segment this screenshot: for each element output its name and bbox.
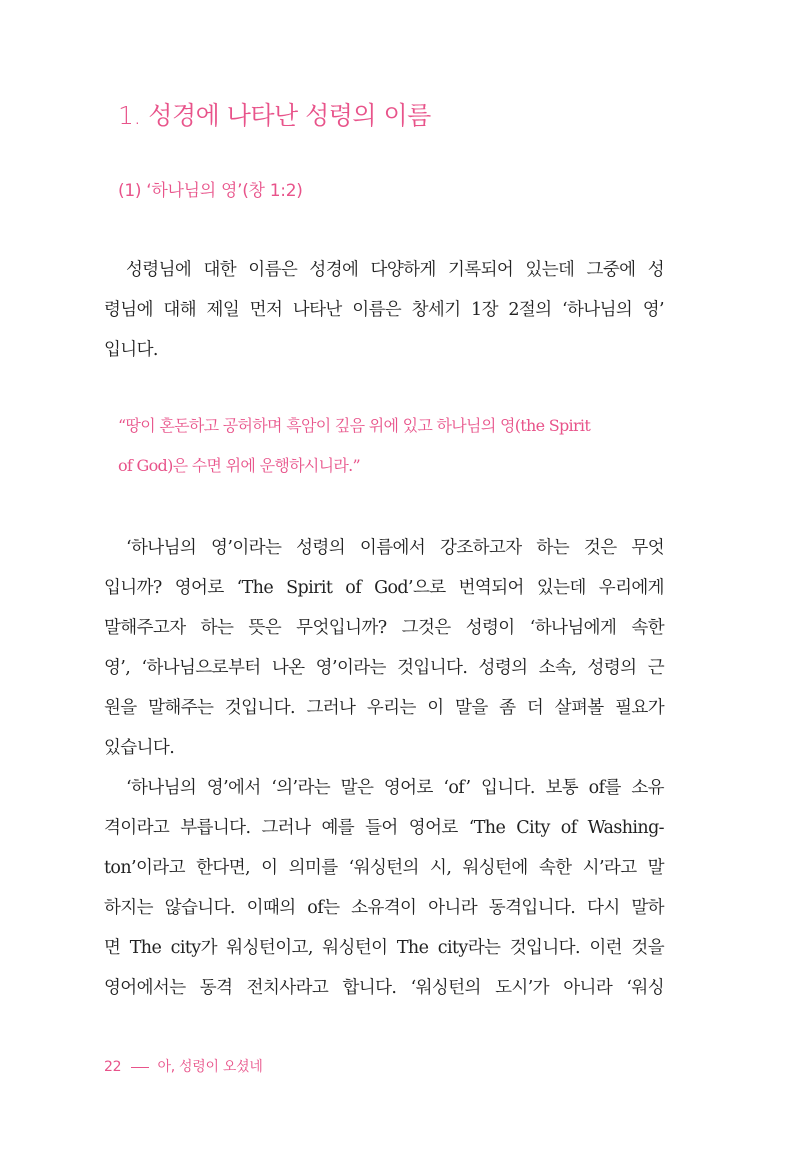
text-line: 하지는 않습니다. 이때의 of는 소유격이 아니라 동격입니다. 다시 말하 — [104, 898, 664, 918]
quote-line: of God)은 수면 위에 운행하시니라.” — [118, 456, 360, 475]
paragraph-of-meaning — [104, 768, 664, 1008]
page-number: 22 — [104, 1059, 122, 1075]
text-line: 영’, ‘하나님으로부터 나온 영’이라는 것입니다. 성령의 소속, 성령의 근 — [104, 658, 664, 678]
text-line: 말해주고자 하는 뜻은 무엇입니까? 그것은 성령이 ‘하나님에게 속한 — [104, 618, 664, 638]
footer-rule — [131, 1067, 149, 1068]
text-line: 있습니다. — [104, 738, 175, 758]
text-line: 성령님에 대한 이름은 성경에 다양하게 기록되어 있는데 그중에 성 — [126, 260, 664, 280]
section-heading: 1. 성경에 나타난 성령의 이름 — [118, 101, 431, 130]
paragraph-spirit-of-god — [104, 528, 664, 768]
text-line: ton’이라고 한다면, 이 의미를 ‘워싱턴의 시, 워싱턴에 속한 시’라고 말 — [104, 858, 664, 878]
text-line: 원을 말해주는 것입니다. 그러나 우리는 이 말을 좀 더 살펴볼 필요가 — [104, 698, 664, 718]
subsection-heading: (1) ‘하나님의 영’(창 1:2) — [118, 181, 303, 201]
text-line: ‘하나님의 영’에서 ‘의’라는 말은 영어로 ‘of’ 입니다. 보통 of를 소유 — [126, 778, 664, 798]
quote-line: “땅이 혼돈하고 공허하며 흑암이 깊음 위에 있고 하나님의 영(the Spirit — [118, 416, 591, 435]
scripture-quote — [118, 406, 666, 486]
book-title: 아, 성령이 오셨네 — [157, 1059, 263, 1075]
paragraph-intro — [104, 250, 664, 370]
page-footer — [104, 1056, 263, 1076]
text-line: 령님에 대해 제일 먼저 나타난 이름은 창세기 1장 2절의 ‘하나님의 영’ — [104, 300, 664, 320]
text-line: 면 The city가 워싱턴이고, 워싱턴이 The city라는 것입니다. 이런 것을 — [104, 938, 664, 958]
text-line: ‘하나님의 영’이라는 성령의 이름에서 강조하고자 하는 것은 무엇 — [126, 538, 664, 558]
text-line: 입니다. — [104, 340, 158, 360]
text-line: 격이라고 부릅니다. 그러나 예를 들어 영어로 ‘The City of Washing- — [104, 818, 664, 838]
text-line: 입니까? 영어로 ‘The Spirit of God’으로 번역되어 있는데 우리에게 — [104, 578, 664, 598]
text-line: 영어에서는 동격 전치사라고 합니다. ‘워싱턴의 도시’가 아니라 ‘워싱 — [104, 978, 664, 998]
